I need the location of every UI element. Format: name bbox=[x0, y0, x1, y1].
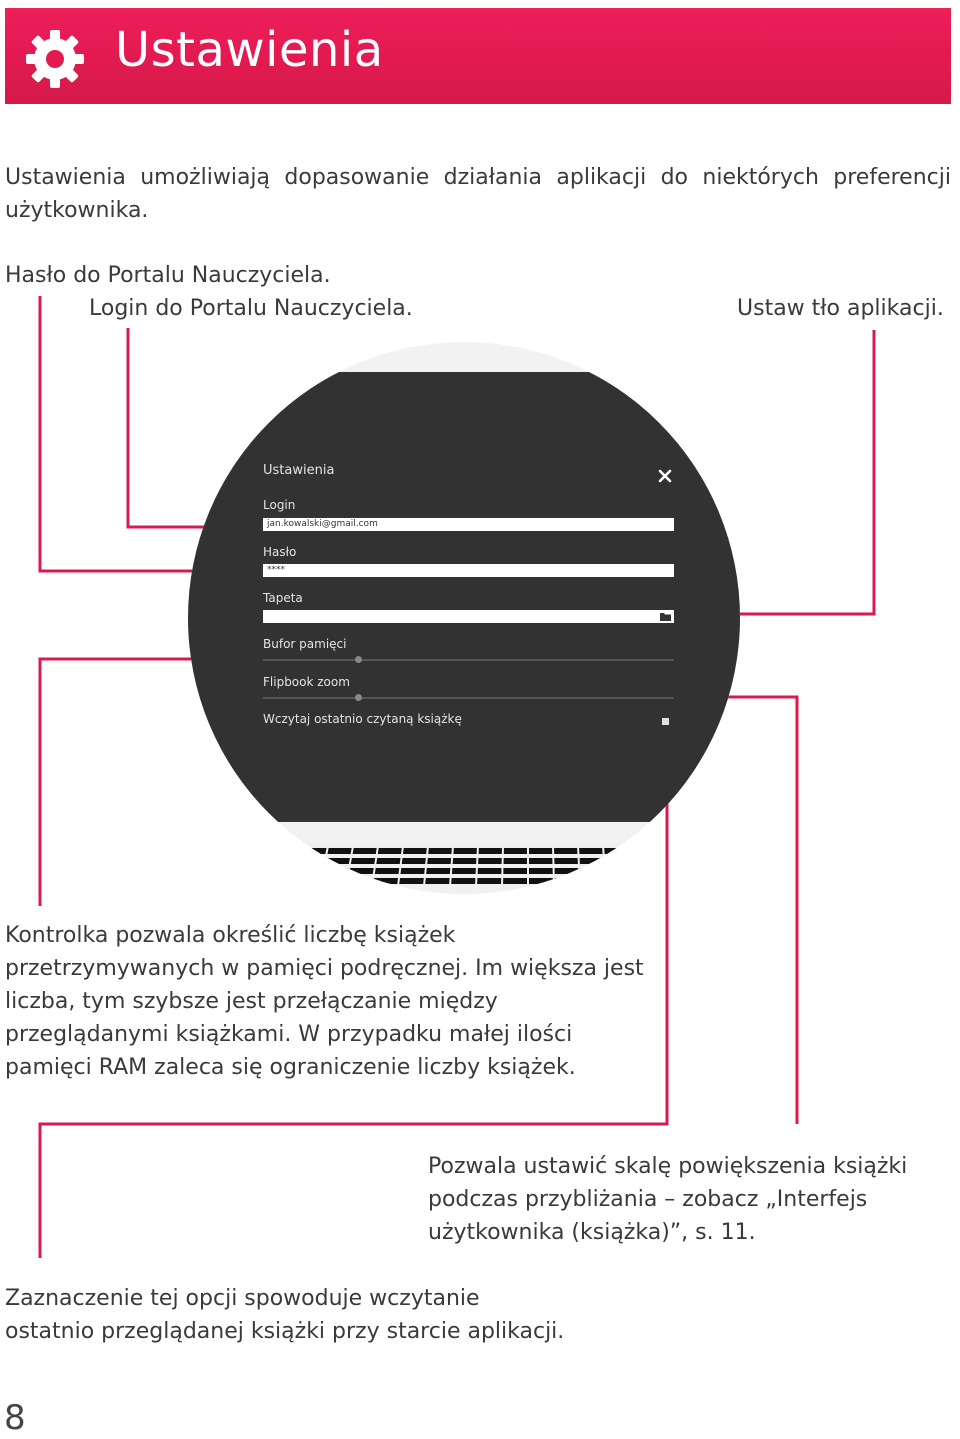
settings-panel bbox=[188, 372, 740, 822]
zoom-label: Flipbook zoom bbox=[263, 675, 350, 689]
login-label: Login bbox=[263, 498, 296, 512]
settings-screenshot bbox=[188, 342, 740, 894]
folder-icon[interactable] bbox=[660, 612, 671, 621]
zoom-slider-handle[interactable] bbox=[355, 694, 362, 701]
login-value: jan.kowalski@gmail.com bbox=[267, 519, 378, 529]
password-label: Hasło bbox=[263, 545, 297, 559]
password-value: **** bbox=[267, 565, 285, 575]
zoom-callout: Pozwala ustawić skalę powiększenia książki podczas przybliżania – zobacz „Interfejs użytkownika (książka)”, s. 11. bbox=[428, 1154, 908, 1245]
last-book-callout: Zaznaczenie tej opcji spowoduje wczytanie ostatnio przeglądanej książki przy starcie aplikacji. bbox=[5, 1286, 565, 1344]
screen-title: Ustawienia bbox=[263, 463, 335, 478]
background-callout: Ustaw tło aplikacji. bbox=[737, 296, 944, 321]
login-field[interactable] bbox=[263, 518, 674, 531]
password-callout: Hasło do Portalu Nauczyciela. bbox=[5, 263, 331, 288]
keyboard-image bbox=[188, 842, 740, 894]
page-number: 8 bbox=[4, 1398, 26, 1438]
wallpaper-label: Tapeta bbox=[263, 591, 303, 605]
buffer-label: Bufor pamięci bbox=[263, 637, 347, 651]
buffer-slider[interactable] bbox=[263, 659, 674, 661]
last-book-checkbox[interactable] bbox=[662, 718, 669, 725]
password-field[interactable] bbox=[263, 564, 674, 577]
page-title: Ustawienia bbox=[115, 22, 384, 78]
login-callout: Login do Portalu Nauczyciela. bbox=[89, 296, 413, 321]
close-icon[interactable] bbox=[658, 469, 672, 483]
wallpaper-field[interactable] bbox=[263, 610, 674, 623]
last-book-label: Wczytaj ostatnio czytaną książkę bbox=[263, 712, 462, 726]
buffer-slider-handle[interactable] bbox=[355, 656, 362, 663]
intro-text: Ustawienia umożliwiają dopasowanie działania aplikacji do niektórych preferencji użytkownika. bbox=[5, 165, 951, 223]
buffer-callout: Kontrolka pozwala określić liczbę książek przetrzymywanych w pamięci podręcznej. Im większa jest liczba, tym szybsze jest przełączanie między przeglądanymi książkami. W przypadku małej ilości pamięci RAM zaleca się ograniczenie liczby książek. bbox=[5, 923, 644, 1080]
zoom-slider[interactable] bbox=[263, 697, 674, 699]
